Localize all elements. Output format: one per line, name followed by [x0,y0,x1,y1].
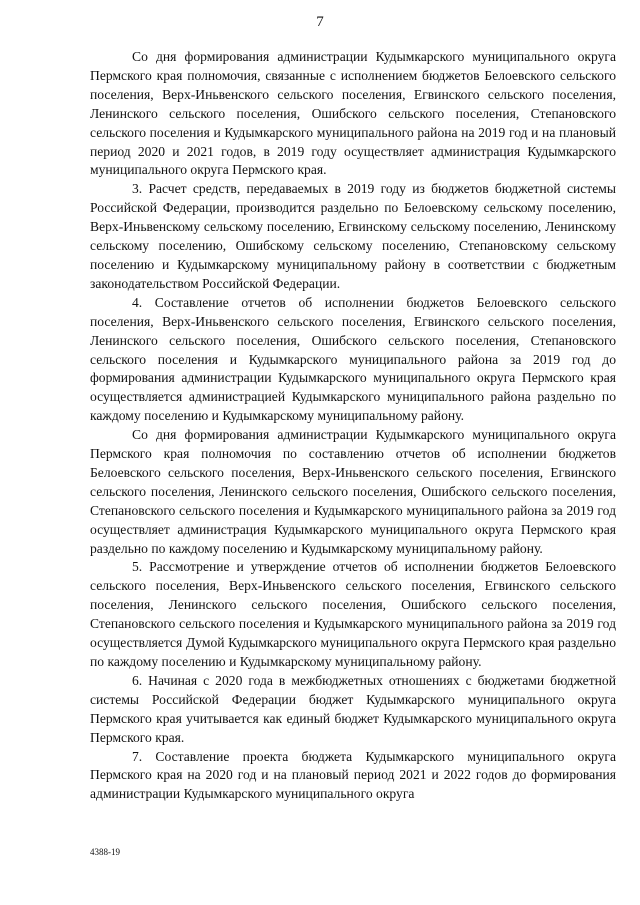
paragraph-5-reports-approval: 5. Рассмотрение и утверждение отчетов об исполнении бюджетов Белоевского сельского поселения, Верх-Иньвенского сельского поселения, Егвинского сельского поселения, Ленинского сельского поселения, Ошибского сельского поселения, Степановского сельского поселения и Кудымкарского муниципального района за 2019 год осуществляется Думой Кудымкарского муниципального округа Пермского края раздельно по каждому поселению и Кудымкарскому муниципальному району. [90,559,616,669]
paragraph-7-budget-draft: 7. Составление проекта бюджета Кудымкарского муниципального округа Пермского края на 2020 год и на плановый период 2021 и 2022 годов до формирования администрации Кудымкарского муниципального округа [90,748,616,802]
page-number: 7 [316,14,324,30]
paragraph-reports-authority: Со дня формирования администрации Кудымкарского муниципального округа Пермского края полномочия по составлению отчетов об исполнении бюджетов Белоевского сельского поселения, Верх-Иньвенского сельского поселения, Егвинского сельского поселения, Ленинского сельского поселения, Ошибского сельского поселения, Степановского сельского поселения и Кудымкарского муниципального района за 2019 год осуществляет администрация Кудымкарского муниципального округа Пермского края раздельно по каждому поселению и Кудымкарскому муниципальному району. [90,427,616,556]
paragraph-3-funds-calculation: 3. Расчет средств, передаваемых в 2019 году из бюджетов бюджетной системы Российской Федерации, производится раздельно по Белоевскому сельскому поселению, Верх-Иньвенскому сельскому поселению, Егвинскому сельскому поселению, Ленинскому сельскому поселению, Ошибскому сельскому поселению, Степановскому сельскому поселению и Кудымкарскому муниципальному району в соответствии с бюджетным законодательством Российской Федерации. [90,181,616,291]
document-code: 4388-19 [90,847,120,857]
document-body [90,48,616,804]
paragraph-budget-execution-authority: Со дня формирования администрации Кудымкарского муниципального округа Пермского края полномочия, связанные с исполнением бюджетов Белоевского сельского поселения, Верх-Иньвенского сельского поселения, Егвинского сельского поселения, Ленинского сельского поселения, Ошибского сельского поселения, Степановского сельского поселения и Кудымкарского муниципального района на 2019 год и на плановый период 2020 и 2021 годов, в 2019 году осуществляет администрация Кудымкарского муниципального округа Пермского края. [90,49,616,178]
paragraph-6-unified-budget: 6. Начиная с 2020 года в межбюджетных отношениях с бюджетами бюджетной системы Российской Федерации бюджет Кудымкарского муниципального округа Пермского края учитывается как единый бюджет Кудымкарского муниципального округа Пермского края. [90,672,616,745]
paragraph-4-reports-preparation: 4. Составление отчетов об исполнении бюджетов Белоевского сельского поселения, Верх-Иньвенского сельского поселения, Егвинского сельского поселения, Ленинского сельского поселения, Ошибского сельского поселения, Степановского сельского поселения и Кудымкарского муниципального района за 2019 год до формирования администрации Кудымкарского муниципального округа Пермского края осуществляется администрацией Кудымкарского муниципального района раздельно по каждому поселению и Кудымкарскому муниципальному району. [90,294,616,424]
